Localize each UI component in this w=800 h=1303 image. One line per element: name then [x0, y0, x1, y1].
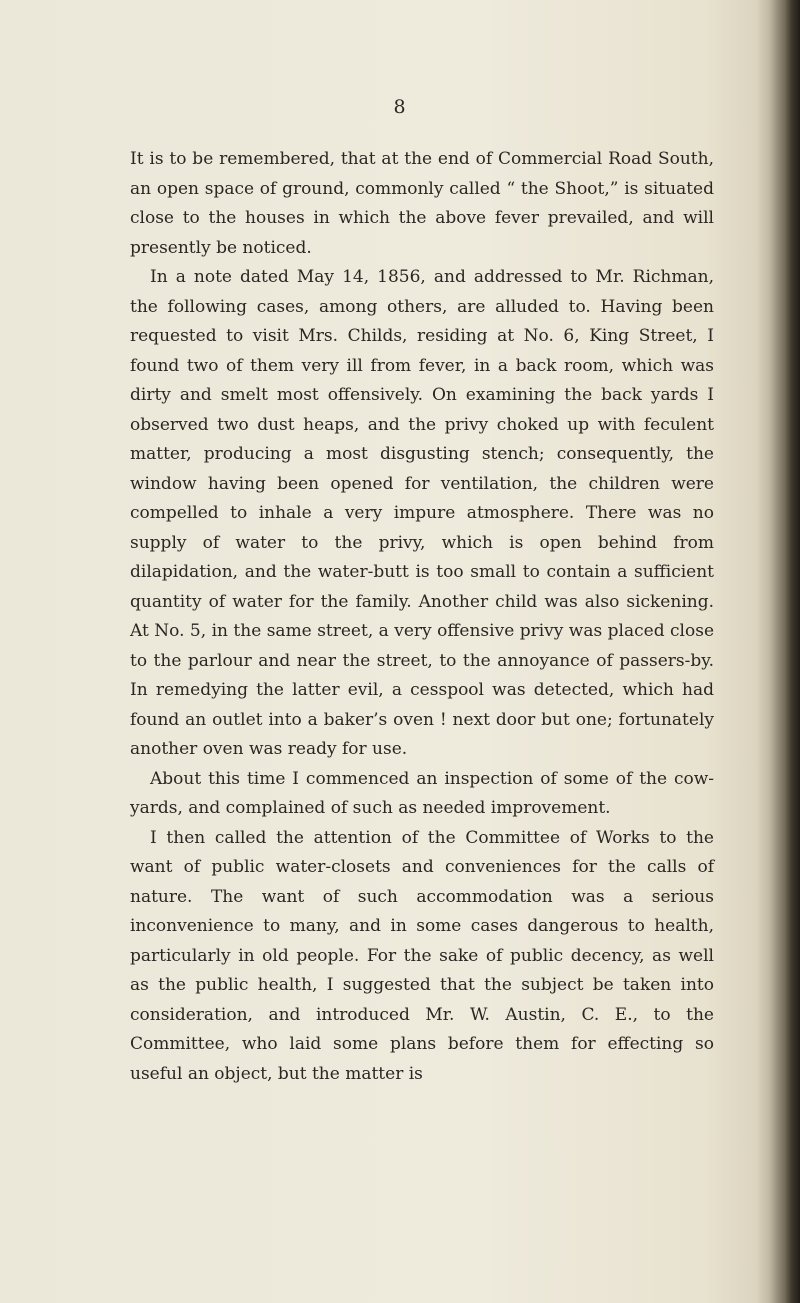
- book-spine-shadow: [756, 0, 800, 1303]
- page-number: 8: [393, 96, 407, 118]
- body-text: [130, 145, 714, 1089]
- paragraph: It is to be remembered, that at the end of Commercial Road South, an open space of ground, commonly called “ the Shoot,” is situated close to the houses in which the above fever prevailed, and will presently be noticed.: [130, 149, 714, 258]
- paragraph: In a note dated May 14, 1856, and addressed to Mr. Richman, the following cases, among others, are alluded to. Having been requested to visit Mrs. Childs, residing at No. 6, King Street, I found two of them very ill from fever, in a back room, which was dirty and smelt most offensively. On examining the back yards I observed two dust heaps, and the privy choked up with feculent matter, producing a most disgusting stench; consequently, the window having been opened for ventilation, the children were compelled to inhale a very impure atmosphere. There was no supply of water to the privy, which is open behind from dilapidation, and the water-butt is too small to contain a sufficient quantity of water for the family. Another child was also sickening. At No. 5, in the same street, a very offensive privy was placed close to the parlour and near the street, to the annoyance of passers-by. In remedying the latter evil, a cesspool was detected, which had found an outlet into a baker’s oven ! next door but one; fortunately another oven was ready for use.: [130, 267, 714, 759]
- paragraph: About this time I commenced an inspection of some of the cow-yards, and complained of such as needed improvement.: [130, 768, 714, 818]
- paragraph: I then called the attention of the Committee of Works to the want of public water-closets and conveniences for the calls of nature. The want of such accommodation was a serious inconvenience to many, and in some cases dangerous to health, particularly in old people. For the sake of public decency, as well as the public health, I suggested that the subject be taken into consideration, and introduced Mr. W. Austin, C. E., to the Committee, who laid some plans before them for effecting so useful an object, but the matter is: [130, 827, 714, 1084]
